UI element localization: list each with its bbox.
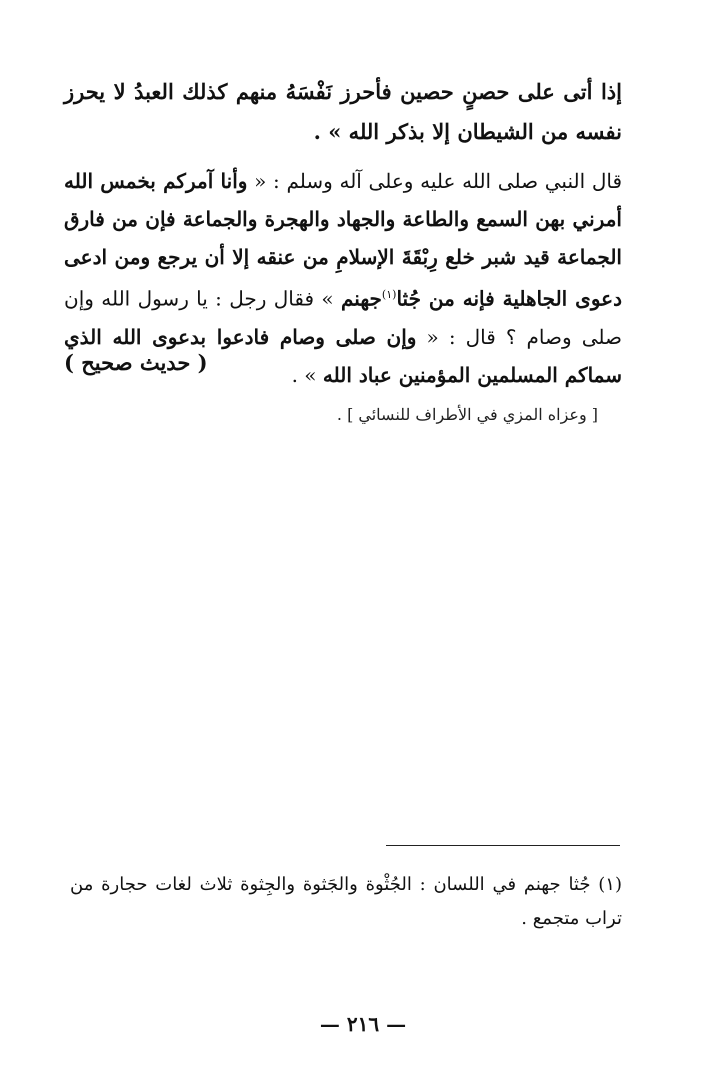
hadith-text-part-1: وأنا آمركم بخمس الله أمرني بهن السمع والطاعة والجهاد والهجرة والجماعة فإن من فارق الجماعة قيد شبر خلع رِبْقَةَ الإسلامِ من عنقه إلا أن يرجع ومن ادعى دعوى الجاهلية فإنه من جُثا — [64, 169, 622, 311]
hadith-text-part-3: وإن صلى وصام فادعوا بدعوى الله الذي سماكم المسلمين المؤمنين عباد الله — [64, 324, 622, 387]
narration-closing: » . — [291, 362, 317, 387]
narration-middle: » فقال رجل : يا رسول الله وإن صلى وصام ؟ قال : « — [64, 286, 623, 349]
page-number: — ٢١٦ — — [319, 1012, 407, 1036]
source-reference: [ وعزاه المزي في الأطراف للنسائي ] . — [336, 405, 598, 424]
footnote-divider — [386, 845, 620, 846]
footnote-marker: (١) — [381, 288, 397, 301]
footnote-1: (١) جُثا جهنم في اللسان : الجُثْوة والجَثوة والجِثوة ثلاث لغات حجارة من تراب متجمع . — [70, 874, 622, 929]
narration-intro: قال النبي صلى الله عليه وعلى آله وسلم : « — [254, 169, 623, 193]
paragraph-1: إذا أتى على حصنٍ حصين فأحرز نَفْسَهُ منهم كذلك العبدُ لا يحرز نفسه من الشيطان إلا بذكر الله » . — [64, 79, 622, 144]
hadith-text-part-2: جهنم — [340, 286, 382, 311]
hadith-grading: ( حديث صحيح ) — [64, 350, 208, 375]
